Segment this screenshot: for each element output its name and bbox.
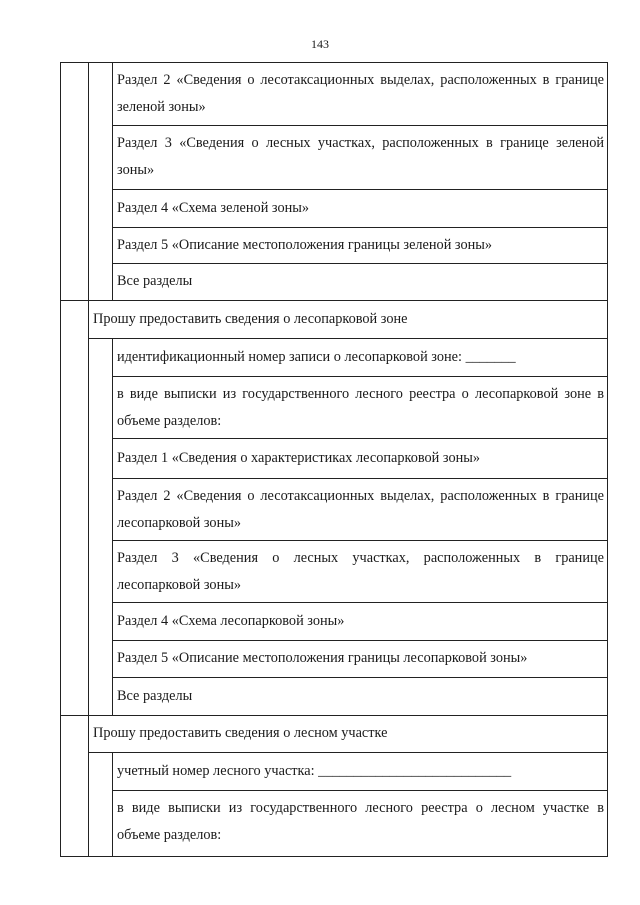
table-row-divider <box>112 540 608 541</box>
table-row-divider <box>112 640 608 641</box>
form-table <box>60 62 608 856</box>
table-border-col2 <box>112 752 113 790</box>
table-row-text: Раздел 5 «Описание местоположения границы лесопарковой зоны» <box>117 650 528 666</box>
table-row-text: в виде выписки из государственного лесного реестра о лесном участке в объеме разделов: <box>117 800 604 843</box>
table-row-text: Все разделы <box>117 688 193 704</box>
table-row-text: Раздел 4 «Схема лесопарковой зоны» <box>117 613 345 629</box>
table-border-col2 <box>112 263 113 300</box>
table-row-divider <box>88 338 608 339</box>
table-row-divider <box>112 263 608 264</box>
table-border-left <box>60 62 61 856</box>
table-border-top <box>60 62 608 63</box>
table-row-text: Раздел 5 «Описание местоположения границы зеленой зоны» <box>117 237 493 253</box>
table-row-text: Раздел 3 «Сведения о лесных участках, расположенных в границе зеленой зоны» <box>117 135 604 178</box>
table-border-col2 <box>112 790 113 856</box>
table-border-col2 <box>112 338 113 376</box>
table-border-col2 <box>112 125 113 189</box>
table-row-text: Раздел 3 «Сведения о лесных участках, расположенных в границе лесопарковой зоны» <box>117 550 604 593</box>
table-border-col2 <box>112 227 113 263</box>
table-row-divider <box>112 790 608 791</box>
table-row-text: Раздел 4 «Схема зеленой зоны» <box>117 200 310 216</box>
table-row-text: учетный номер лесного участка: ___________________________ <box>117 763 512 779</box>
table-row-text: в виде выписки из государственного лесного реестра о лесопарковой зоне в объеме разделов: <box>117 386 604 429</box>
table-row-divider <box>112 189 608 190</box>
table-row-divider <box>112 478 608 479</box>
table-row-text: идентификационный номер записи о лесопарковой зоне: _______ <box>117 349 516 365</box>
table-border-col2 <box>112 602 113 640</box>
section-heading-row: Прошу предоставить сведения о лесном участке <box>93 725 388 741</box>
page-number: 143 <box>311 37 329 51</box>
table-border-col1 <box>88 62 89 856</box>
table-border-right <box>607 62 608 856</box>
table-border-col2 <box>112 677 113 715</box>
table-row-text: Все разделы <box>117 273 193 289</box>
table-row-divider <box>112 602 608 603</box>
table-row-divider <box>60 856 608 857</box>
table-row-divider <box>112 125 608 126</box>
table-row-divider <box>60 300 608 301</box>
section-heading-row: Прошу предоставить сведения о лесопарковой зоне <box>93 311 408 327</box>
table-row-divider <box>112 438 608 439</box>
table-row-divider <box>112 227 608 228</box>
table-row-text: Раздел 1 «Сведения о характеристиках лесопарковой зоны» <box>117 450 481 466</box>
table-border-col2 <box>112 540 113 602</box>
table-row-text: Раздел 2 «Сведения о лесотаксационных выделах, расположенных в границе лесопарковой зоны» <box>117 488 604 531</box>
table-border-col2 <box>112 62 113 125</box>
table-row-text: Раздел 2 «Сведения о лесотаксационных выделах, расположенных в границе зеленой зоны» <box>117 72 604 115</box>
table-row-divider <box>60 715 608 716</box>
table-border-col2 <box>112 640 113 677</box>
table-row-divider <box>112 376 608 377</box>
table-row-divider <box>112 677 608 678</box>
table-border-col2 <box>112 189 113 227</box>
table-border-col2 <box>112 438 113 478</box>
table-row-divider <box>88 752 608 753</box>
table-border-col2 <box>112 376 113 438</box>
table-border-col2 <box>112 478 113 540</box>
